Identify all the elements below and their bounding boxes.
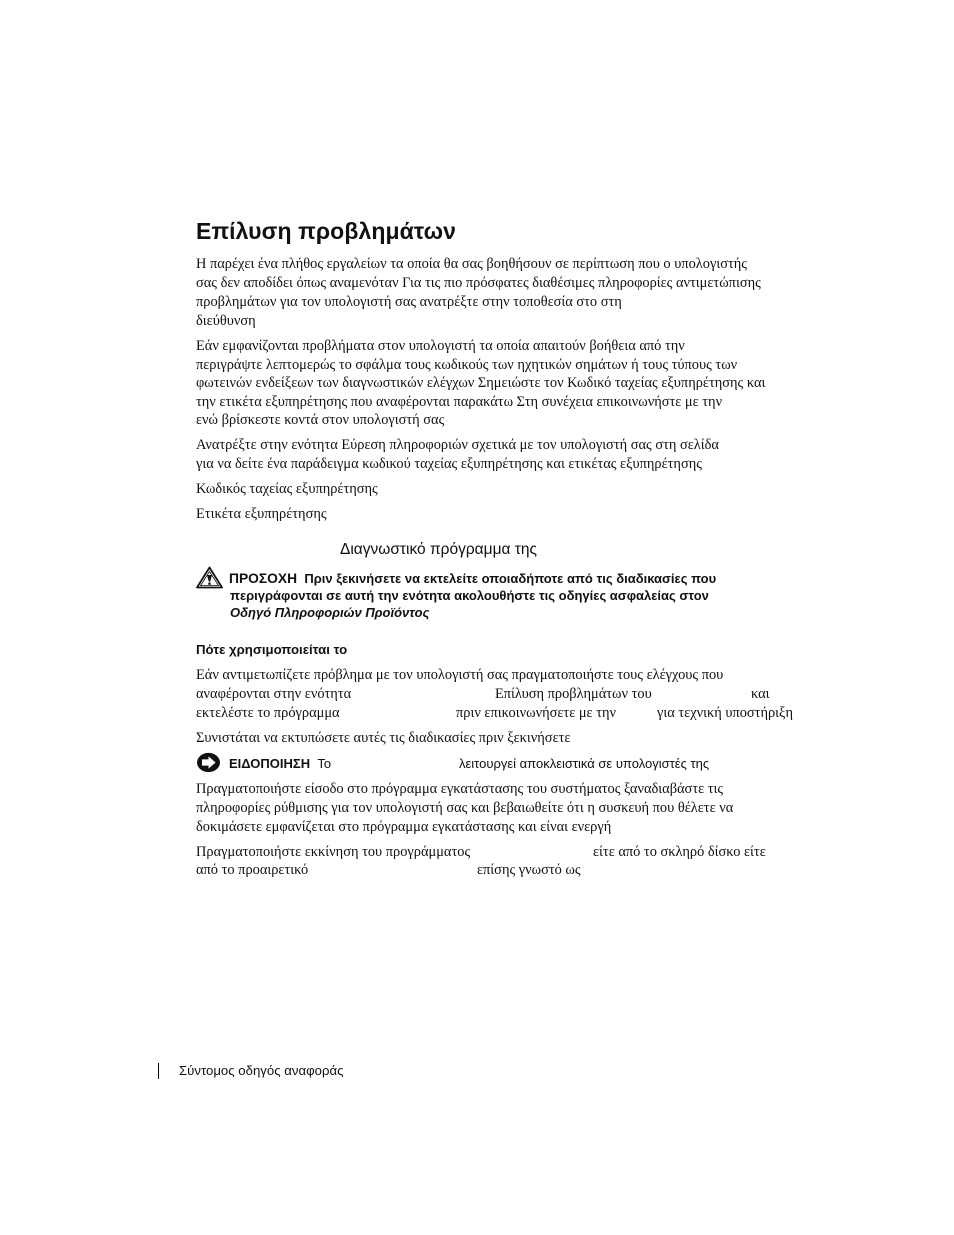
notice-line <box>229 756 331 771</box>
para4-line-3a: εκτελέστε το πρόγραμμα <box>196 705 340 721</box>
para4-line-1: Εάν αντιμετωπίζετε πρόβλημα με τον υπολογιστή σας πραγματοποιήστε τους ελέγχους που <box>196 667 724 683</box>
footer-divider <box>158 1063 159 1079</box>
section-heading: Διαγνωστικό πρόγραμμα της <box>340 541 537 558</box>
para6-line-1: Πραγματοποιήστε είσοδο στο πρόγραμμα εγκατάστασης του συστήματος ξαναδιαβάστε τις <box>196 781 724 797</box>
para4-line-2b: Επίλυση προβλημάτων του <box>495 686 652 702</box>
product-info-guide-ref: Οδηγό Πληροφοριών Προϊόντος <box>230 605 430 620</box>
warning-icon <box>196 566 223 589</box>
para2-line-5: ενώ βρίσκεστε κοντά στον υπολογιστή σας <box>196 412 445 428</box>
caution-line-2: περιγράφονται σε αυτή την ενότητα ακολουθήστε τις οδηγίες ασφαλείας στον <box>230 588 709 603</box>
para3-line-2: για να δείτε ένα παράδειγμα κωδικού ταχείας εξυπηρέτησης και ετικέτας εξυπηρέτησης <box>196 456 702 472</box>
para2-line-1: Εάν εμφανίζονται προβλήματα στον υπολογιστή τα οποία απαιτούν βοήθεια από την <box>196 338 685 354</box>
notice-label: ΕΙΔΟΠΟΙΗΣΗ <box>229 756 311 771</box>
notice-to: Το <box>317 756 332 771</box>
para6-line-2: πληροφορίες ρύθμισης για τον υπολογιστή σας και βεβαιωθείτε ότι η συσκευή που θέλετε να <box>196 800 734 816</box>
para3-line-1: Ανατρέξτε στην ενότητα Εύρεση πληροφοριών σχετικά με τον υπολογιστή σας στη σελίδα <box>196 437 719 453</box>
para2-line-4: την ετικέτα εξυπηρέτησης που αναφέρονται παρακάτω Στη συνέχεια επικοινωνήστε με την <box>196 394 723 410</box>
para7-line-1a: Πραγματοποιήστε εκκίνηση του προγράμματος <box>196 844 471 860</box>
para2-line-3: φωτεινών ενδείξεων των διαγνωστικών ελέγχων Σημειώστε τον Κωδικό ταχείας εξυπηρέτησης και <box>196 375 766 391</box>
para6-line-3: δοκιμάσετε εμφανίζεται στο πρόγραμμα εγκατάστασης και είναι ενεργή <box>196 819 612 835</box>
para4-line-2c: και <box>751 686 770 702</box>
para4-line-3c: για τεχνική υποστήριξη <box>657 705 793 721</box>
notice-text: λειτουργεί αποκλειστικά σε υπολογιστές της <box>459 756 710 771</box>
service-tag-label: Ετικέτα εξυπηρέτησης <box>196 506 327 522</box>
footer-text: Σύντομος οδηγός αναφοράς <box>179 1063 344 1078</box>
caution-line-1 <box>229 571 716 586</box>
intro-line-2: σας δεν αποδίδει όπως αναμενόταν Για τις πιο πρόσφατες διαθέσιμες πληροφορίες αντιμετώπισης <box>196 275 761 291</box>
para4-line-2a: αναφέρονται στην ενότητα <box>196 686 352 702</box>
when-to-use-heading: Πότε χρησιμοποιείται το <box>196 642 348 657</box>
intro-line-1: Η παρέχει ένα πλήθος εργαλείων τα οποία θα σας βοηθήσουν σε περίπτωση που ο υπολογιστής <box>196 256 747 272</box>
caution-line-3 <box>230 605 429 620</box>
caution-text-1: Πριν ξεκινήσετε να εκτελείτε οποιαδήποτε από τις διαδικασίες που <box>304 571 717 586</box>
notice-icon <box>196 752 222 773</box>
para7-line-1b: είτε από το σκληρό δίσκο είτε <box>593 844 766 860</box>
express-code-label: Κωδικός ταχείας εξυπηρέτησης <box>196 481 378 497</box>
para7-line-2b: επίσης γνωστό ως <box>477 862 581 878</box>
para7-line-2a: από το προαιρετικό <box>196 862 309 878</box>
page-title: Επίλυση προβλημάτων <box>196 218 457 244</box>
para5: Συνιστάται να εκτυπώσετε αυτές τις διαδικασίες πριν ξεκινήσετε <box>196 730 571 746</box>
para2-line-2: περιγράψτε λεπτομερώς το σφάλμα τους κωδικούς των ηχητικών σημάτων ή τους τύπους των <box>196 357 738 373</box>
para4-line-3b: πριν επικοινωνήσετε με την <box>456 705 617 721</box>
intro-line-4: διεύθυνση <box>196 313 256 329</box>
caution-label: ΠΡΟΣΟΧΗ <box>229 571 298 586</box>
intro-line-3: προβλημάτων για τον υπολογιστή σας ανατρέξτε στην τοποθεσία στο στη <box>196 294 622 310</box>
